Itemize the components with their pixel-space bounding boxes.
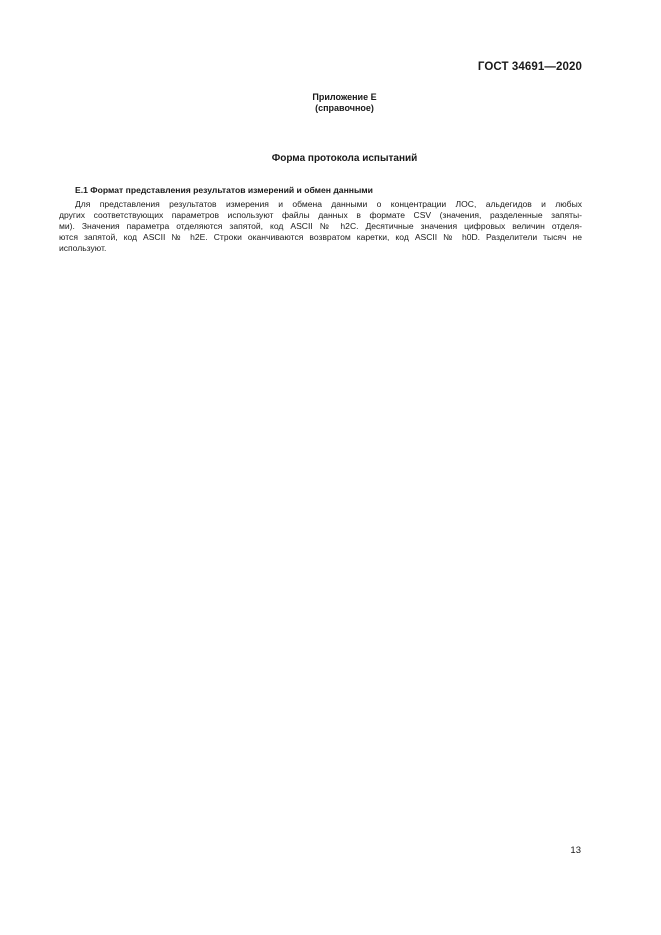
paragraph-line: используют. bbox=[59, 243, 107, 254]
form-title: Форма протокола испытаний bbox=[271, 153, 418, 164]
page-number: 13 bbox=[570, 845, 581, 856]
paragraph-line: ются запятой, код ASCII № h2Е. Строки оканчиваются возвратом каретки, код ASCII № h0D. Разделители тысяч не bbox=[59, 232, 582, 243]
paragraph bbox=[59, 199, 582, 254]
appendix-header bbox=[0, 92, 661, 114]
paragraph-line: ми). Значения параметра отделяются запятой, код ASCII № h2С. Десятичные значения цифровых величин отделя- bbox=[59, 221, 582, 232]
section-heading: Е.1 Формат представления результатов измерений и обмен данными bbox=[75, 185, 373, 195]
paragraph-line: других соответствующих параметров используют файлы данных в формате CSV (значения, разделенные запяты- bbox=[59, 210, 582, 221]
appendix-title: Приложение Е bbox=[312, 92, 377, 102]
paragraph-line: Для представления результатов измерения и обмена данными о концентрации ЛОС, альдегидов и любых bbox=[75, 199, 582, 209]
standard-code: ГОСТ 34691—2020 bbox=[477, 61, 582, 73]
appendix-status: (справочное) bbox=[315, 103, 374, 113]
